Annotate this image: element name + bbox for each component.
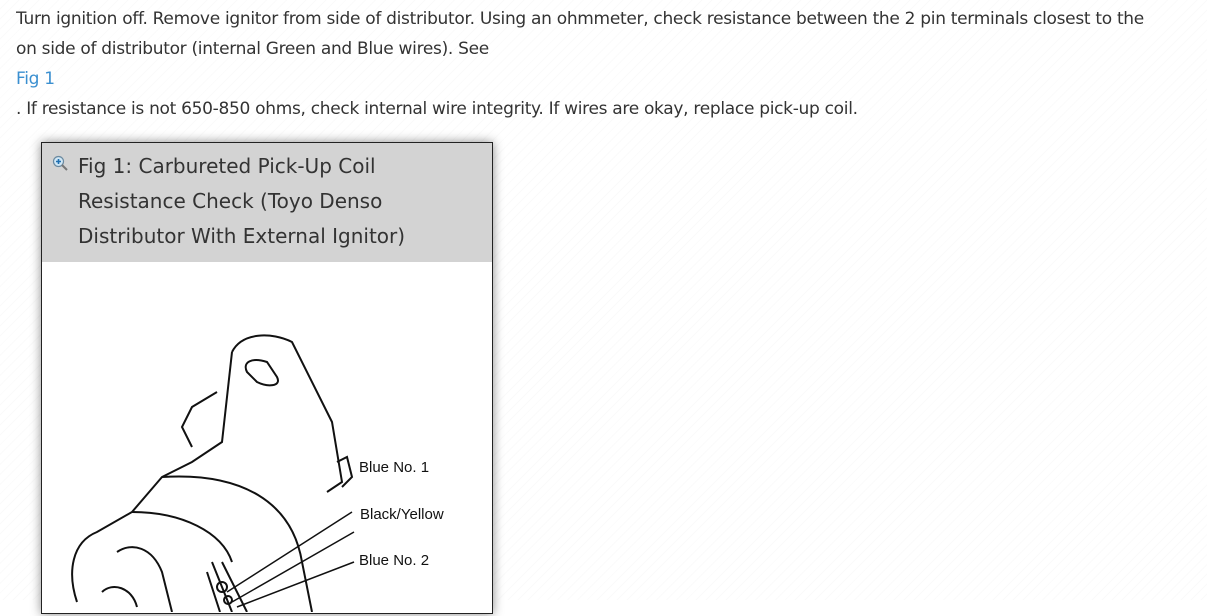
text-line-1: Turn ignition off. Remove ignitor from side of distributor. Using an ohmmeter, check resistance between the 2 pin terminals closest to the [16,9,1144,29]
figure-box [41,142,493,614]
zoom-in-icon[interactable] [52,155,68,171]
figure-caption [42,143,492,262]
label-black-yellow: Black/Yellow [360,506,444,523]
fig-1-link[interactable]: Fig 1 [16,69,55,89]
caption-text: Fig 1: Carbureted Pick-Up Coil Resistance Check (Toyo Denso Distributor With External Ignitor) [78,154,406,248]
text-line-2: on side of distributor (internal Green and Blue wires). See [16,39,489,59]
distributor-diagram[interactable] [42,262,492,612]
instruction-paragraph [16,4,1207,124]
label-blue-no-2: Blue No. 2 [359,552,430,569]
label-blue-no-1: Blue No. 1 [359,459,430,476]
text-line-3: . If resistance is not 650-850 ohms, check internal wire integrity. If wires are okay, replace pick-up coil. [16,99,858,119]
